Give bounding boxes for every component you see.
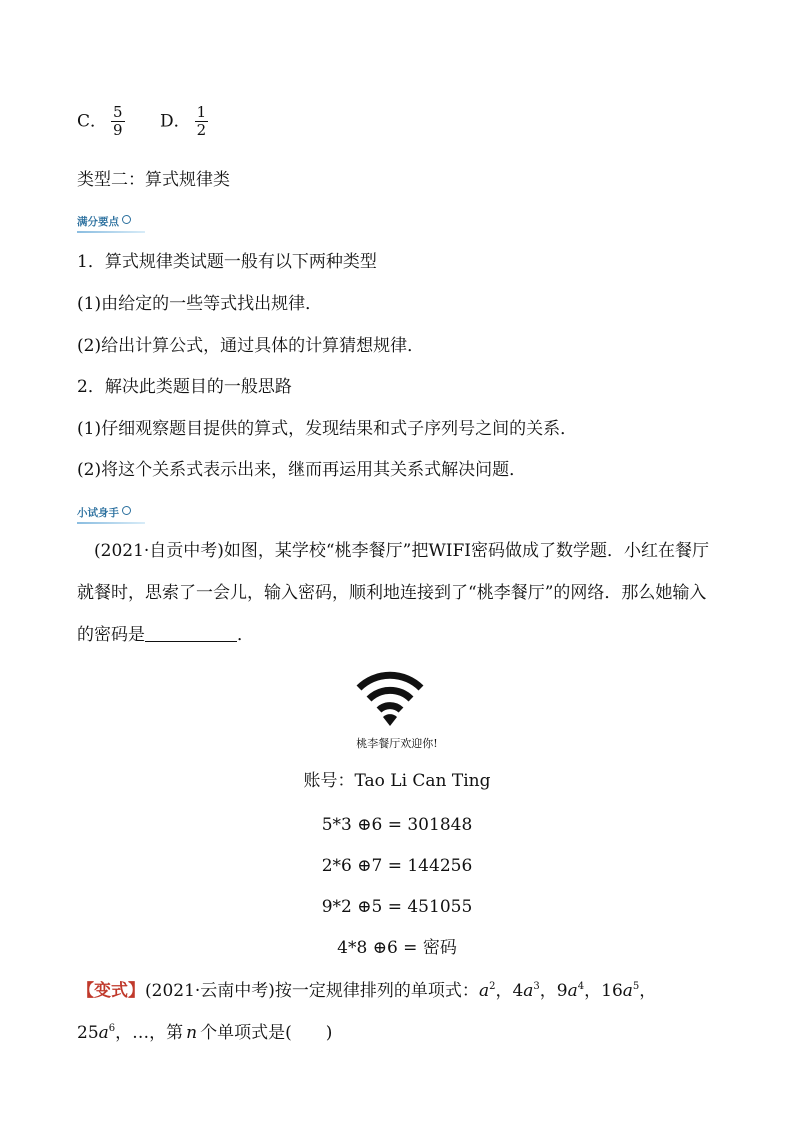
choice-c[interactable] [77,104,129,140]
tag-underline [77,231,145,233]
term-sep: ， [495,981,513,1001]
term-exp: 5 [632,981,640,992]
term-var: a [567,981,578,1001]
fraction-c-numerator: 5 [113,103,123,121]
choice-d-label: D． [159,111,191,132]
choice-d[interactable] [160,104,212,140]
tag-key-points [77,214,145,233]
point-line: 1．算式规律类试题一般有以下两种类型 [77,252,377,272]
variant-line-2 [77,1024,332,1042]
monomial-term [601,981,656,1001]
problem-text [77,530,722,656]
monomial-term [479,981,513,1001]
equation-line: 5*3 ⊕6 = 301848 [321,815,473,835]
point-line: (2)给出计算公式，通过具体的计算猜想规律． [77,336,425,356]
term-exp: 2 [489,981,496,992]
term-exp: 3 [533,981,540,992]
term-sep: ， [639,981,657,1001]
eye-icon [122,506,131,515]
term-coef: 9 [556,981,568,1001]
point-line: (1)仔细观察题目提供的算式，发现结果和式子序列号之间的关系． [77,419,578,439]
tag-key-points-label: 满分要点 [77,216,119,228]
wifi-icon [355,668,425,730]
monomial-term [557,981,601,1001]
variant-mid-text: ，…，第 [115,1023,184,1043]
variant-label: 【变式】 [77,981,145,1001]
term-coef: 25 [77,1023,99,1043]
point-line: (2)将这个关系式表示出来，继而再运用其关系式解决问题． [77,460,527,480]
equation-line: 4*8 ⊕6 = 密码 [337,938,457,958]
monomial-term [512,981,556,1001]
term-var: a [478,981,490,1001]
eye-icon [122,215,131,224]
variant-prefix: (2021·云南中考)按一定规律排列的单项式： [145,981,479,1001]
term-coef: 16 [601,981,623,1001]
fraction-c-denominator: 9 [113,121,123,140]
variant-line-1 [77,982,656,1000]
problem-tail: ． [237,625,254,645]
fraction-d-numerator: 1 [196,103,207,121]
answer-choices [77,104,238,140]
answer-blank[interactable] [145,627,237,642]
fraction-d-denominator: 2 [196,121,207,140]
equation-line: 2*6 ⊕7 = 144256 [321,856,473,876]
point-line: 2．解决此类题目的一般思路 [77,377,292,397]
section-title: 类型二：算式规律类 [77,170,230,190]
term-sep: ， [584,981,602,1001]
term-exp: 6 [108,1023,116,1034]
term-coef: 4 [512,981,524,1001]
problem-body: (2021·自贡中考)如图，某学校“桃李餐厅”把WIFI密码做成了数学题．小红在餐厅就餐时，思索了一会儿，输入密码，顺利地连接到了“桃李餐厅”的网络．那么她输入的密码是 [77,541,710,645]
variant-end-text: 个单项式是( ) [200,1023,333,1043]
equation-line: 9*2 ⊕5 = 451055 [321,897,473,917]
term-exp: 4 [577,981,585,992]
tag-practice [77,505,145,524]
choice-c-label: C． [77,111,108,132]
term-var: a [523,981,534,1001]
term-var: a [98,1023,109,1043]
wifi-caption: 桃李餐厅欢迎你! [356,737,438,750]
wifi-account: 账号：Tao Li Can Ting [303,771,491,791]
point-line: (1)由给定的一些等式找出规律． [77,294,323,314]
variable-n: n [186,1023,198,1043]
term-sep: ， [539,981,557,1001]
tag-practice-label: 小试身手 [77,507,119,519]
term-var: a [622,981,633,1001]
fraction-c [111,104,125,140]
fraction-d [195,104,209,140]
tag-underline [77,522,145,524]
